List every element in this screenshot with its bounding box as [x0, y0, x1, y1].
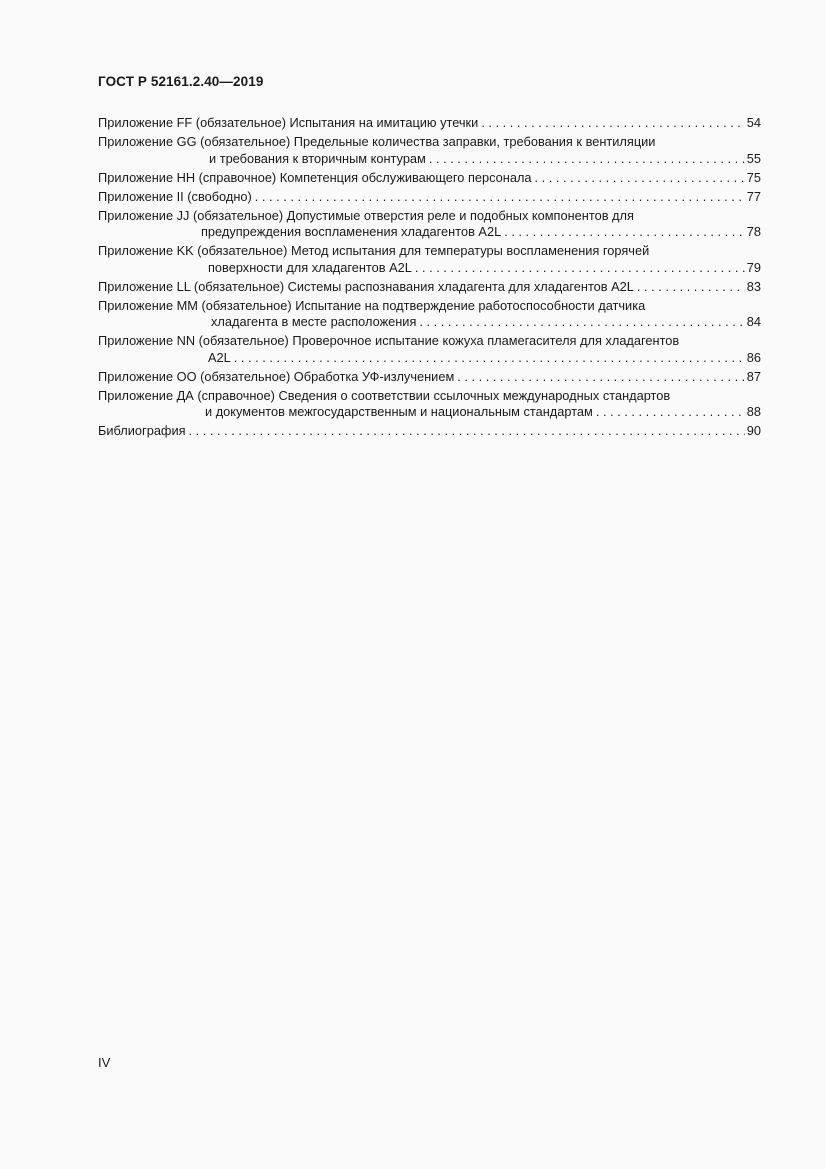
toc-page-number: 55	[746, 150, 761, 166]
toc-entry-annex-oo[interactable]	[98, 369, 761, 386]
dot-leader	[596, 404, 745, 421]
toc-entry-annex-gg[interactable]	[98, 134, 761, 167]
dot-leader	[419, 314, 744, 331]
toc-entry-title: Приложение LL (обязательное) Системы распознавания хладагента для хладагентов A2L	[98, 278, 634, 294]
dot-leader	[481, 115, 744, 132]
toc-entry-title: Приложение GG (обязательное) Предельные количества заправки, требования к вентиляции	[98, 134, 656, 149]
toc-page-number: 77	[746, 188, 761, 204]
toc-entry-title: Приложение HH (справочное) Компетенция обслуживающего персонала	[98, 169, 532, 185]
toc-entry-title: Библиография	[98, 423, 186, 438]
toc-page-number: 83	[746, 278, 761, 294]
toc-entry-bibliography[interactable]	[98, 423, 761, 440]
toc-page-number: 78	[746, 224, 761, 239]
toc-entry-title: Приложение FF (обязательное) Испытания на имитацию утечки	[98, 115, 479, 130]
dot-leader	[415, 260, 745, 277]
toc-entry-annex-ll[interactable]	[98, 279, 761, 296]
toc-entry-annex-da[interactable]	[98, 388, 761, 421]
document-header	[98, 74, 263, 89]
table-of-contents	[98, 115, 761, 442]
toc-entry-title-continuation: предупреждения воспламенения хладагентов A2L	[201, 224, 502, 239]
standard-designation: ГОСТ Р 52161.2.40—2019	[98, 74, 264, 89]
toc-entry-title: Приложение KK (обязательное) Метод испытания для температуры воспламенения горячей	[98, 243, 650, 258]
toc-entry-title: Приложение JJ (обязательное) Допустимые отверстия реле и подобных компонентов для	[98, 207, 634, 223]
toc-page-number: 87	[746, 368, 761, 384]
toc-entry-title-continuation: поверхности для хладагентов A2L	[208, 259, 412, 275]
dot-leader	[234, 350, 745, 367]
toc-page-number: 88	[746, 404, 761, 419]
toc-entry-annex-kk[interactable]	[98, 243, 761, 276]
toc-entry-title-continuation: A2L	[208, 349, 231, 365]
toc-entry-title-continuation: хладагента в месте расположения	[211, 314, 417, 329]
dot-leader	[504, 224, 745, 241]
toc-entry-annex-mm[interactable]	[98, 298, 761, 331]
toc-page-number: 86	[746, 349, 761, 365]
dot-leader	[429, 151, 745, 168]
toc-entry-title: Приложение NN (обязательное) Проверочное испытание кожуха пламегасителя для хладагентов	[98, 333, 680, 348]
toc-entry-title-continuation: и требования к вторичным контурам	[209, 150, 426, 166]
dot-leader	[535, 170, 745, 187]
dot-leader	[457, 369, 745, 386]
toc-entry-annex-hh[interactable]	[98, 170, 761, 187]
toc-page-number: 84	[746, 314, 761, 329]
page-number-footer: IV	[98, 1055, 111, 1070]
dot-leader	[637, 279, 745, 296]
toc-entry-title: Приложение OO (обязательное) Обработка УФ-излучением	[98, 368, 455, 384]
toc-entry-title: Приложение II (свободно)	[98, 188, 252, 204]
toc-entry-title-continuation: и документов межгосударственным и национальным стандартам	[205, 404, 593, 419]
dot-leader	[189, 423, 745, 440]
toc-entry-annex-ff[interactable]	[98, 115, 761, 132]
toc-page-number: 79	[746, 259, 761, 275]
toc-page-number: 54	[746, 115, 761, 130]
toc-page-number: 90	[746, 423, 761, 438]
toc-entry-annex-jj[interactable]	[98, 208, 761, 241]
toc-entry-annex-nn[interactable]	[98, 333, 761, 366]
toc-entry-annex-ii[interactable]	[98, 189, 761, 206]
toc-entry-title: Приложение MM (обязательное) Испытание на подтверждение работоспособности датчика	[98, 297, 646, 313]
toc-entry-title: Приложение ДА (справочное) Сведения о соответствии ссылочных международных стандартов	[98, 387, 671, 403]
dot-leader	[255, 189, 745, 206]
toc-page-number: 75	[746, 169, 761, 185]
